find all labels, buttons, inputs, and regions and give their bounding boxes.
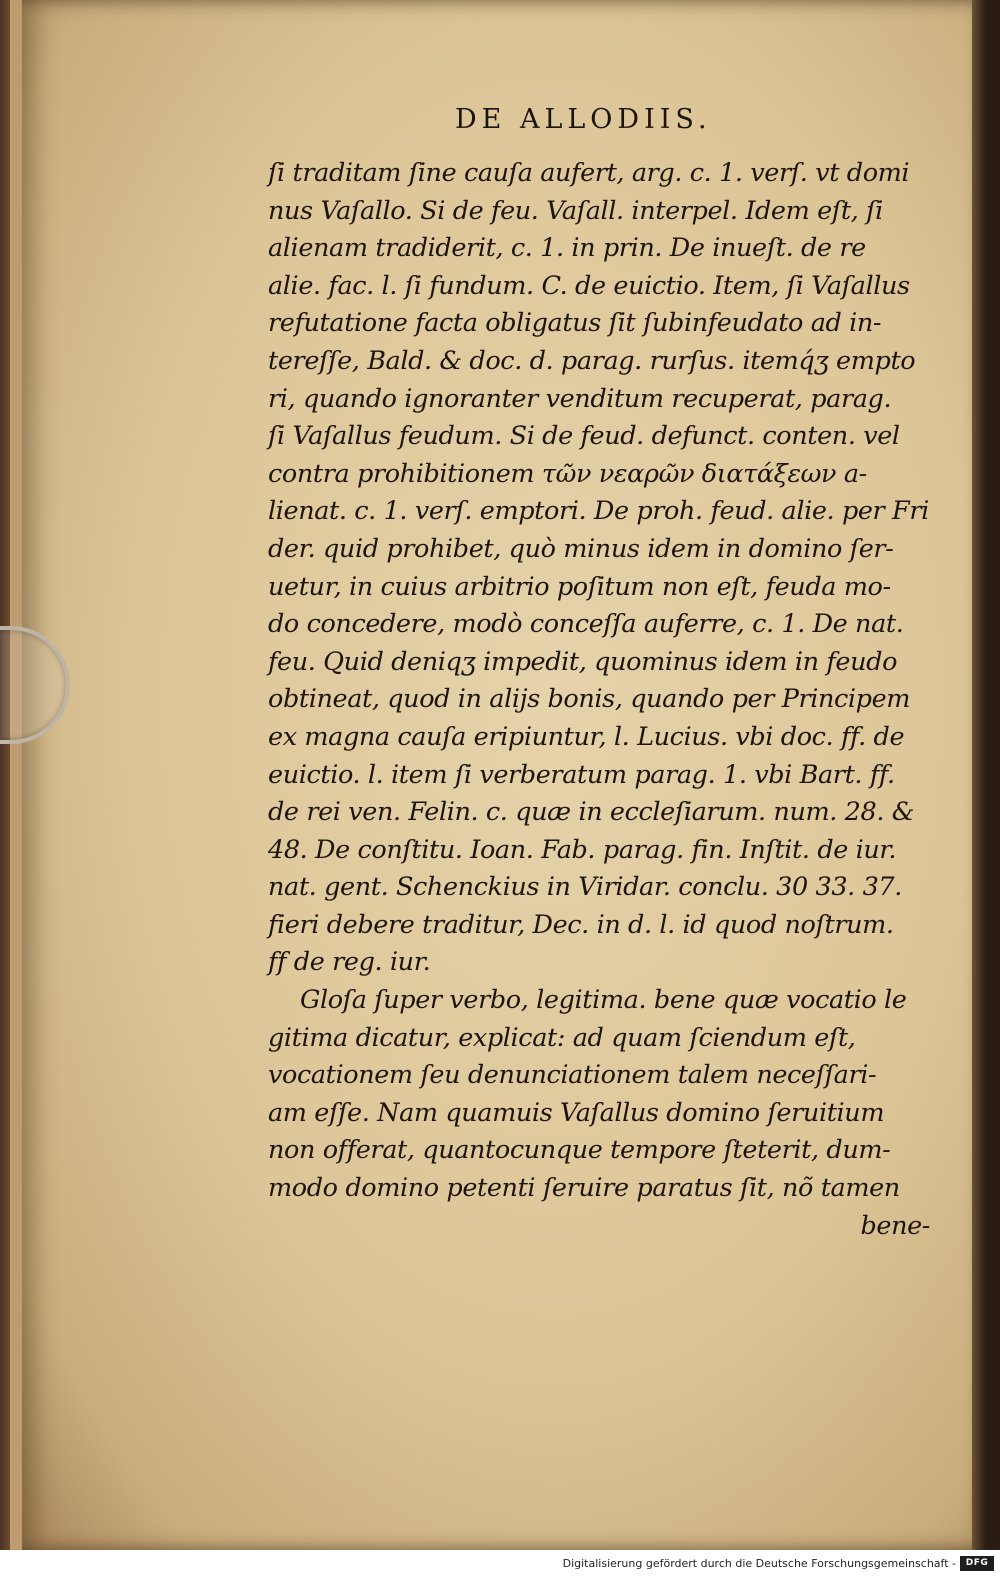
running-head: DE ALLODIIS. <box>455 104 712 135</box>
body-text <box>268 155 958 1245</box>
text-line: non offerat, quantocunque tempore ſteterit, dum- <box>268 1135 891 1166</box>
text-line: fieri debere traditur, Dec. in d. l. id quod noſtrum. <box>268 909 894 940</box>
digitization-footer <box>0 1550 1000 1578</box>
page-edges <box>10 0 22 1550</box>
text-line: der. quid prohibet, quò minus idem in domino ſer- <box>268 533 894 564</box>
text-line: Gloſa ſuper verbo, legitima. bene quæ vocatio le <box>300 985 907 1016</box>
text-line: am eſſe. Nam quamuis Vaſallus domino ſeruitium <box>268 1097 885 1128</box>
text-line: euictio. l. item ſi verberatum parag. 1. vbi Bart. ff. <box>268 759 895 790</box>
text-line: gitima dicatur, explicat: ad quam ſciendum eſt, <box>268 1022 856 1053</box>
text-line: ſi traditam ſine cauſa aufert, arg. c. 1. verſ. vt domi <box>268 158 910 188</box>
text-line: ri, quando ignoranter venditum recuperat, parag. <box>268 383 892 414</box>
page-gutter-shadow <box>972 0 986 1550</box>
dfg-logo: DFG <box>960 1556 994 1571</box>
text-line: feu. Quid deniqʒ impedit, quominus idem in feudo <box>268 646 898 677</box>
text-line: vocationem ſeu denunciationem talem neceſſari- <box>268 1060 877 1091</box>
text-line: tereſſe, Bald. & doc. d. parag. rurſus. itemq́ʒ empto <box>268 345 916 376</box>
text-line: lienat. c. 1. verſ. emptori. De proh. feud. alie. per Fri <box>268 496 929 527</box>
text-line: uetur, in cuius arbitrio poſitum non eſt, feuda mo- <box>268 571 891 602</box>
text-line: de rei ven. Felin. c. quæ in eccleſiarum. num. 28. & <box>268 797 915 828</box>
text-line: contra prohibitionem τῶν νεαρῶν διατάξεων a- <box>268 458 867 489</box>
text-line: do concedere, modò conceſſa auferre, c. 1. De nat. <box>268 609 904 640</box>
footer-credit: Digitalisierung gefördert durch die Deutsche Forschungsgemeinschaft - <box>562 1557 956 1570</box>
text-line: alienam tradiderit, c. 1. in prin. De inueſt. de re <box>268 233 866 264</box>
text-line: nus Vaſallo. Si de feu. Vaſall. interpel. Idem eſt, ſi <box>268 195 883 226</box>
text-line: 48. De conſtitu. Ioan. Fab. parag. fin. Inſtit. de iur. <box>268 834 897 865</box>
text-line: nat. gent. Schenckius in Viridar. conclu. 30 33. 37. <box>268 872 902 903</box>
text-line: modo domino petenti ſeruire paratus ſit, nõ tamen <box>268 1173 900 1204</box>
text-line: alie. fac. l. ſi fundum. C. de euictio. Item, ſi Vaſallus <box>268 270 910 301</box>
text-line: ff de reg. iur. <box>268 947 431 978</box>
text-line: ex magna cauſa eripiuntur, l. Lucius. vbi doc. ff. de <box>268 721 905 752</box>
text-line: obtineat, quod in alijs bonis, quando per Principem <box>268 684 911 715</box>
text-line: ſi Vaſallus feudum. Si de feud. defunct. conten. vel <box>268 421 900 452</box>
text-line: refutatione facta obligatus ſit ſubinfeudato ad in- <box>268 308 882 339</box>
catchword: bene- <box>860 1210 930 1241</box>
